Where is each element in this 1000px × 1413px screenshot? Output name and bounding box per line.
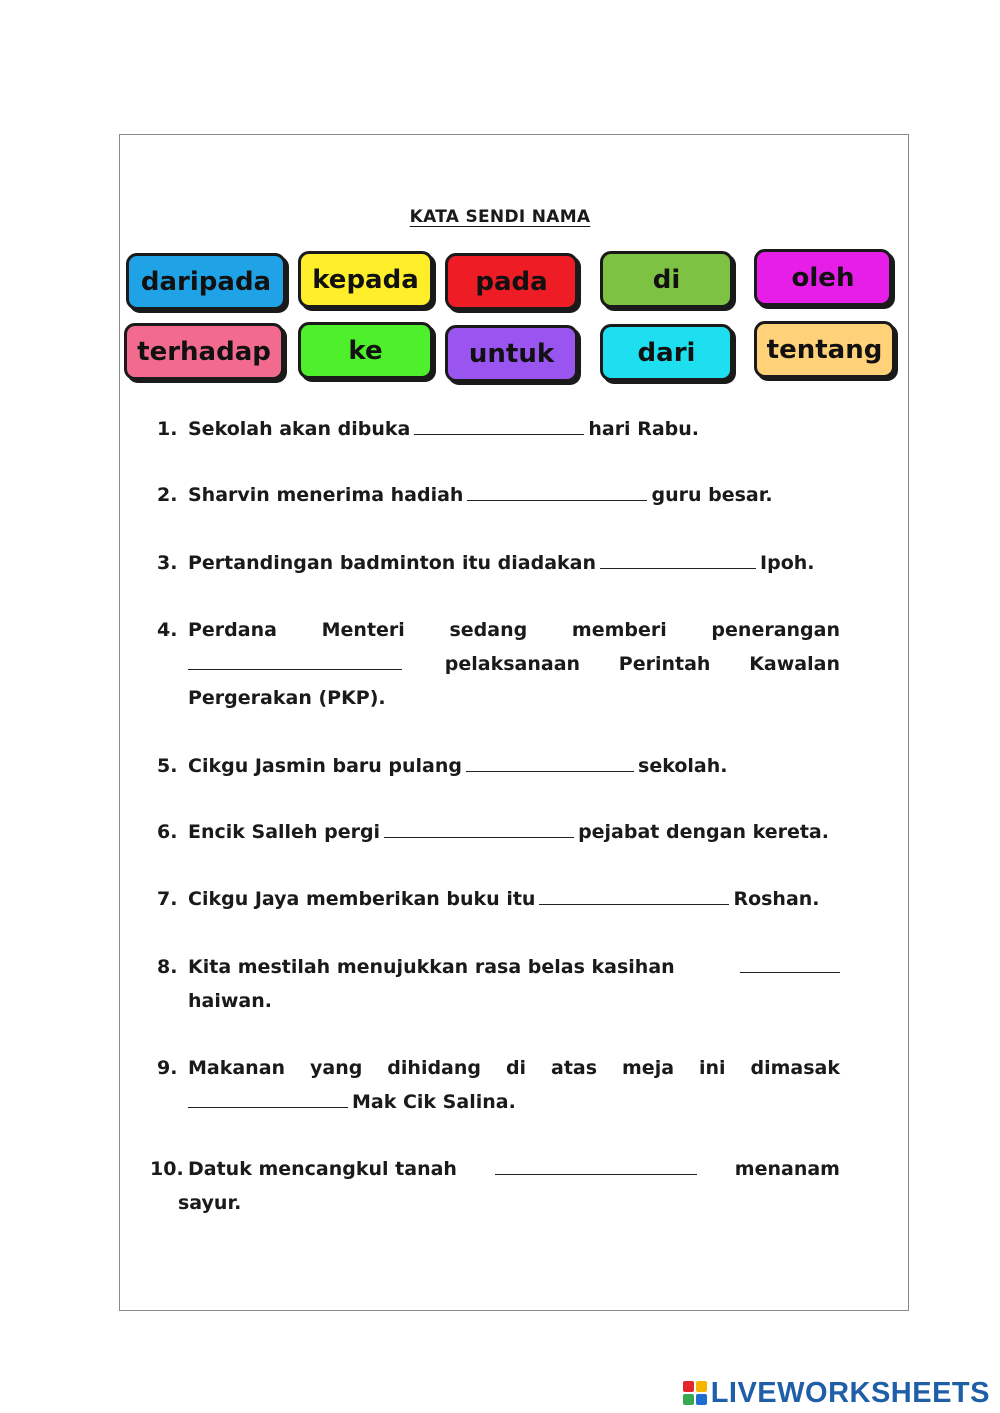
worksheet-title: KATA SENDI NAMA	[409, 207, 591, 227]
question-10: 10. Datuk mencangkul tanah menanam sayur.	[150, 1152, 840, 1220]
answer-blank-4[interactable]	[188, 649, 402, 670]
answer-blank-3[interactable]	[600, 548, 756, 569]
answer-blank-8[interactable]	[740, 952, 840, 973]
question-3: 3. Pertandingan badminton itu diadakan Ipoh.	[157, 546, 840, 580]
word-chip-daripada[interactable]: daripada	[126, 253, 286, 310]
question-6: 6. Encik Salleh pergi pejabat dengan kereta.	[157, 815, 840, 849]
answer-blank-10[interactable]	[495, 1154, 697, 1175]
word-chip-oleh[interactable]: oleh	[754, 249, 892, 306]
word-chip-tentang[interactable]: tentang	[754, 321, 895, 378]
worksheet-page	[119, 134, 909, 1311]
word-chip-untuk[interactable]: untuk	[445, 325, 578, 382]
answer-blank-9[interactable]	[188, 1087, 348, 1108]
word-chip-kepada[interactable]: kepada	[298, 251, 433, 308]
question-4: 4. Perdana Menteri sedang memberi penerangan pelaksanaan Perintah Kawalan Pergerakan (PKP).	[157, 619, 840, 709]
answer-blank-1[interactable]	[414, 414, 584, 435]
question-5: 5. Cikgu Jasmin baru pulang sekolah.	[157, 749, 840, 783]
word-chip-ke[interactable]: ke	[298, 322, 433, 379]
word-chip-terhadap[interactable]: terhadap	[124, 323, 284, 380]
answer-blank-7[interactable]	[539, 884, 729, 905]
question-7: 7. Cikgu Jaya memberikan buku itu Roshan.	[157, 882, 840, 916]
brand-name: LIVEWORKSHEETS	[710, 1376, 990, 1409]
word-chip-dari[interactable]: dari	[600, 324, 733, 381]
word-chip-pada[interactable]: pada	[445, 253, 578, 310]
answer-blank-6[interactable]	[384, 817, 574, 838]
logo-grid-icon	[683, 1381, 707, 1405]
answer-blank-5[interactable]	[466, 751, 634, 772]
question-9: 9. Makanan yang dihidang di atas meja ini dimasak Mak Cik Salina.	[157, 1057, 840, 1113]
word-chip-di[interactable]: di	[600, 251, 733, 308]
question-8: 8. Kita mestilah menujukkan rasa belas kasihan haiwan.	[157, 950, 840, 1018]
answer-blank-2[interactable]	[467, 480, 647, 501]
liveworksheets-logo[interactable]	[683, 1376, 990, 1410]
question-2: 2. Sharvin menerima hadiah guru besar.	[157, 478, 840, 512]
question-1: 1. Sekolah akan dibuka hari Rabu.	[157, 412, 840, 446]
